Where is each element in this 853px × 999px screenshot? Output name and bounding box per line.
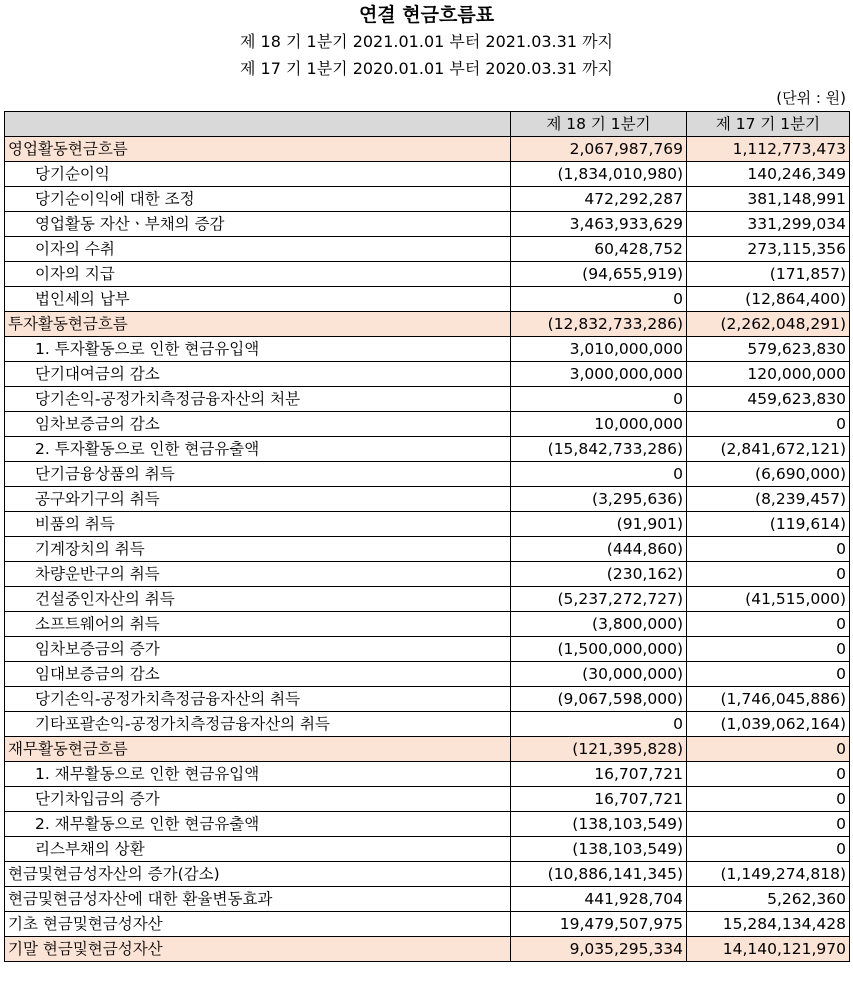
table-row [5, 637, 850, 662]
row-value-prior: 0 [687, 837, 850, 862]
row-value-current: 2,067,987,769 [511, 137, 687, 162]
row-value-current: (138,103,549) [511, 837, 687, 862]
row-value-current: 0 [511, 287, 687, 312]
row-label: 재무활동현금흐름 [5, 737, 511, 762]
row-label: 기타포괄손익-공정가치측정금융자산의 취득 [5, 712, 511, 737]
table-row-section [5, 737, 850, 762]
row-value-current: 441,928,704 [511, 887, 687, 912]
table-row [5, 387, 850, 412]
row-value-current: 0 [511, 387, 687, 412]
unit-label: (단위 : 원) [776, 89, 846, 107]
row-label: 이자의 지급 [5, 262, 511, 287]
row-value-prior: 579,623,830 [687, 337, 850, 362]
row-value-current: (1,500,000,000) [511, 637, 687, 662]
row-label: 이자의 수취 [5, 237, 511, 262]
row-value-current: 10,000,000 [511, 412, 687, 437]
row-value-prior: 140,246,349 [687, 162, 850, 187]
table-row [5, 212, 850, 237]
row-label: 단기금융상품의 취득 [5, 462, 511, 487]
row-label: 2. 투자활동으로 인한 현금유출액 [5, 437, 511, 462]
table-row [5, 462, 850, 487]
row-value-prior: 273,115,356 [687, 237, 850, 262]
row-label: 단기차입금의 증가 [5, 787, 511, 812]
table-row [5, 587, 850, 612]
row-label: 당기손익-공정가치측정금융자산의 취득 [5, 687, 511, 712]
row-value-current: 19,479,507,975 [511, 912, 687, 937]
table-row [5, 337, 850, 362]
table-row [5, 362, 850, 387]
table-row [5, 762, 850, 787]
row-value-current: (12,832,733,286) [511, 312, 687, 337]
table-row [5, 712, 850, 737]
row-value-prior: 15,284,134,428 [687, 912, 850, 937]
table-row [5, 812, 850, 837]
row-value-current: 0 [511, 712, 687, 737]
row-value-prior: (2,841,672,121) [687, 437, 850, 462]
table-row [5, 687, 850, 712]
period-prior: 제 17 기 1분기 2020.01.01 부터 2020.03.31 까지 [239, 59, 613, 78]
row-value-prior: 0 [687, 612, 850, 637]
row-label: 현금및현금성자산의 증가(감소) [5, 862, 511, 887]
row-value-current: (94,655,919) [511, 262, 687, 287]
row-value-current: 16,707,721 [511, 762, 687, 787]
row-value-prior: 459,623,830 [687, 387, 850, 412]
row-label: 기초 현금및현금성자산 [5, 912, 511, 937]
row-label: 임대보증금의 감소 [5, 662, 511, 687]
row-label: 소프트웨어의 취득 [5, 612, 511, 637]
row-value-current: (5,237,272,727) [511, 587, 687, 612]
header-label-cell [5, 112, 511, 137]
row-label: 1. 투자활동으로 인한 현금유입액 [5, 337, 511, 362]
row-value-current: 9,035,295,334 [511, 937, 687, 962]
row-value-prior: (1,149,274,818) [687, 862, 850, 887]
row-label: 단기대여금의 감소 [5, 362, 511, 387]
table-row [5, 437, 850, 462]
table-row-section [5, 312, 850, 337]
row-label: 건설중인자산의 취득 [5, 587, 511, 612]
row-value-prior: (8,239,457) [687, 487, 850, 512]
row-value-current: (3,295,636) [511, 487, 687, 512]
row-label: 영업활동현금흐름 [5, 137, 511, 162]
row-value-current: 16,707,721 [511, 787, 687, 812]
row-value-prior: 331,299,034 [687, 212, 850, 237]
row-label: 공구와기구의 취득 [5, 487, 511, 512]
row-value-prior: 0 [687, 412, 850, 437]
row-value-prior: 0 [687, 637, 850, 662]
table-row [5, 512, 850, 537]
row-value-current: 3,463,933,629 [511, 212, 687, 237]
table-row [5, 837, 850, 862]
row-value-current: (91,901) [511, 512, 687, 537]
row-label: 차량운반구의 취득 [5, 562, 511, 587]
row-label: 당기순이익 [5, 162, 511, 187]
header-prior-period: 제 17 기 1분기 [687, 112, 850, 137]
row-value-current: (230,162) [511, 562, 687, 587]
row-value-current: (1,834,010,980) [511, 162, 687, 187]
row-value-prior: (6,690,000) [687, 462, 850, 487]
table-row [5, 862, 850, 887]
row-value-prior: 0 [687, 662, 850, 687]
row-value-prior: 14,140,121,970 [687, 937, 850, 962]
period-current: 제 18 기 1분기 2021.01.01 부터 2021.03.31 까지 [239, 32, 613, 51]
table-row [5, 887, 850, 912]
row-value-current: (9,067,598,000) [511, 687, 687, 712]
row-label: 기말 현금및현금성자산 [5, 937, 511, 962]
row-value-current: (121,395,828) [511, 737, 687, 762]
row-value-current: 3,000,000,000 [511, 362, 687, 387]
row-value-prior: (1,746,045,886) [687, 687, 850, 712]
statement-title: 연결 현금흐름표 [358, 4, 495, 26]
row-label: 영업활동 자산ㆍ부채의 증감 [5, 212, 511, 237]
table-row [5, 262, 850, 287]
row-value-prior: (171,857) [687, 262, 850, 287]
row-value-current: (138,103,549) [511, 812, 687, 837]
row-value-prior: 0 [687, 537, 850, 562]
row-value-current: 60,428,752 [511, 237, 687, 262]
row-value-prior: (12,864,400) [687, 287, 850, 312]
row-value-current: (3,800,000) [511, 612, 687, 637]
table-row [5, 187, 850, 212]
table-row-section [5, 937, 850, 962]
row-label: 임차보증금의 증가 [5, 637, 511, 662]
row-value-current: (30,000,000) [511, 662, 687, 687]
row-value-current: (15,842,733,286) [511, 437, 687, 462]
row-value-prior: 0 [687, 787, 850, 812]
table-row-section [5, 137, 850, 162]
row-label: 당기순이익에 대한 조정 [5, 187, 511, 212]
row-label: 1. 재무활동으로 인한 현금유입액 [5, 762, 511, 787]
row-label: 당기손익-공정가치측정금융자산의 처분 [5, 387, 511, 412]
row-label: 리스부채의 상환 [5, 837, 511, 862]
table-row [5, 237, 850, 262]
table-row [5, 562, 850, 587]
row-value-prior: 0 [687, 562, 850, 587]
row-value-current: (10,886,141,345) [511, 862, 687, 887]
row-value-prior: 0 [687, 762, 850, 787]
row-value-current: 472,292,287 [511, 187, 687, 212]
table-row [5, 662, 850, 687]
table-row [5, 412, 850, 437]
row-value-prior: 5,262,360 [687, 887, 850, 912]
row-value-prior: 1,112,773,473 [687, 137, 850, 162]
table-row [5, 162, 850, 187]
header-current-period: 제 18 기 1분기 [511, 112, 687, 137]
row-label: 임차보증금의 감소 [5, 412, 511, 437]
table-row [5, 487, 850, 512]
row-value-prior: (41,515,000) [687, 587, 850, 612]
row-label: 비품의 취득 [5, 512, 511, 537]
row-value-current: 0 [511, 462, 687, 487]
table-row [5, 912, 850, 937]
row-label: 2. 재무활동으로 인한 현금유출액 [5, 812, 511, 837]
row-value-prior: (1,039,062,164) [687, 712, 850, 737]
row-value-current: 3,010,000,000 [511, 337, 687, 362]
row-label: 기계장치의 취득 [5, 537, 511, 562]
row-value-prior: 0 [687, 737, 850, 762]
row-value-prior: 0 [687, 812, 850, 837]
cash-flow-table [4, 111, 850, 962]
table-row [5, 787, 850, 812]
row-value-prior: 381,148,991 [687, 187, 850, 212]
table-header-row [5, 112, 850, 137]
table-row [5, 287, 850, 312]
table-row [5, 612, 850, 637]
row-value-prior: 120,000,000 [687, 362, 850, 387]
row-label: 투자활동현금흐름 [5, 312, 511, 337]
row-label: 현금및현금성자산에 대한 환율변동효과 [5, 887, 511, 912]
row-label: 법인세의 납부 [5, 287, 511, 312]
row-value-prior: (2,262,048,291) [687, 312, 850, 337]
table-row [5, 537, 850, 562]
row-value-current: (444,860) [511, 537, 687, 562]
row-value-prior: (119,614) [687, 512, 850, 537]
